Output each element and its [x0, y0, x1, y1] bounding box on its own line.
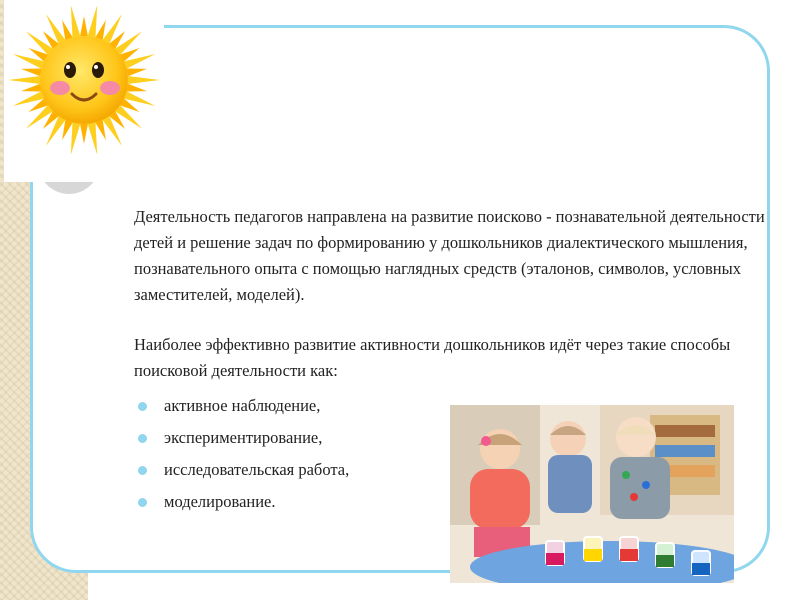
sun-ray — [26, 31, 53, 55]
sun-ray — [62, 120, 73, 140]
sun-ray — [80, 124, 88, 144]
sun-ray — [8, 76, 40, 84]
bullet-dot-icon — [138, 434, 147, 443]
list-item-text: экспериментирование, — [164, 428, 323, 447]
sun-ray — [115, 31, 142, 55]
sun-right-eye — [92, 62, 104, 78]
list-item-text: моделирование. — [164, 492, 276, 511]
sun-right-cheek — [100, 81, 120, 95]
bullet-dot-icon — [138, 402, 147, 411]
sun-ray — [95, 20, 106, 40]
sun-ray — [128, 76, 160, 84]
sun-illustration — [4, 0, 164, 182]
sun-face — [40, 36, 128, 124]
children-experiment-photo — [450, 405, 734, 583]
sun-ray — [21, 84, 42, 92]
sun-ray — [126, 68, 147, 76]
list-item-text: исследовательская работа, — [164, 460, 350, 479]
sun-ray — [26, 105, 53, 129]
sun-ray — [88, 5, 97, 37]
sun-ray — [115, 105, 142, 129]
sun-ray — [71, 5, 80, 37]
paragraph-intro: Деятельность педагогов направлена на развитие поисково - познавательной деятельности детей и решение задач по формированию у дошкольников диалектического мышления, познавательного опыта с помощью наглядных средств (эталонов, символов, условных заместителей, моделей). — [134, 207, 765, 304]
bullet-dot-icon — [138, 466, 147, 475]
list-item-text: активное наблюдение, — [164, 396, 321, 415]
sun-ray — [80, 16, 88, 36]
sun-ray — [62, 20, 73, 40]
bullet-dot-icon — [138, 498, 147, 507]
sun-ray — [21, 68, 42, 76]
sun-ray — [71, 122, 80, 154]
sun-left-cheek — [50, 81, 70, 95]
sun-left-eye — [64, 62, 76, 78]
paragraph-methods: Наиболее эффективно развитие активности дошкольников идёт через такие способы поисковой деятельности как: — [134, 335, 731, 380]
sun-ray — [95, 120, 106, 140]
sun-ray — [88, 122, 97, 154]
sun-ray — [126, 84, 147, 92]
